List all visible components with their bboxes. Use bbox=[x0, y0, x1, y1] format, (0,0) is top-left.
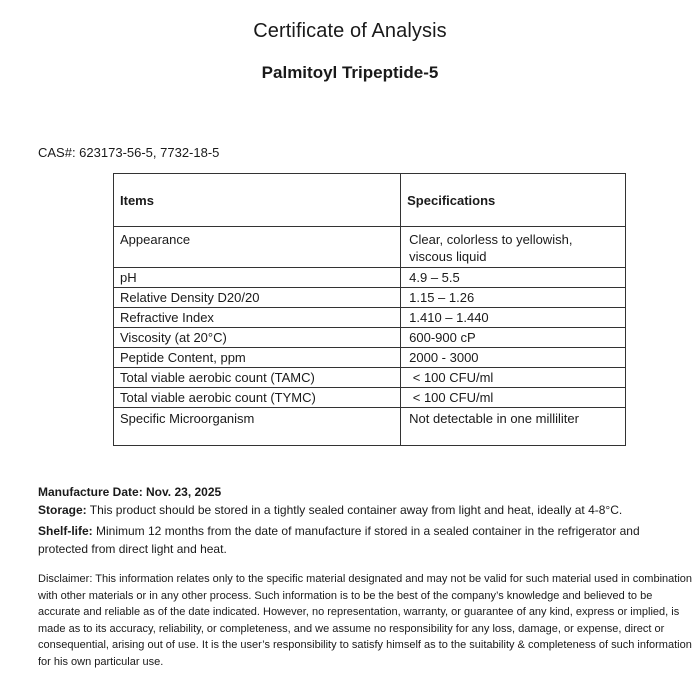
header-specifications: Specifications bbox=[401, 174, 626, 227]
table-row bbox=[114, 308, 626, 328]
spec-cell: 4.9 – 5.5 bbox=[401, 268, 626, 288]
table-header-row bbox=[114, 174, 626, 227]
cas-number: CAS#: 623173-56-5, 7732-18-5 bbox=[38, 145, 220, 160]
spec-cell: 1.15 – 1.26 bbox=[401, 288, 626, 308]
item-cell: Total viable aerobic count (TAMC) bbox=[114, 368, 401, 388]
item-cell: Viscosity (at 20°C) bbox=[114, 328, 401, 348]
item-cell: pH bbox=[114, 268, 401, 288]
manufacture-date: Manufacture Date: Nov. 23, 2025 bbox=[38, 485, 222, 499]
shelf-life-info bbox=[38, 522, 690, 558]
header-items: Items bbox=[114, 174, 401, 227]
item-cell: Refractive Index bbox=[114, 308, 401, 328]
specifications-table bbox=[113, 173, 626, 446]
item-cell: Total viable aerobic count (TYMC) bbox=[114, 388, 401, 408]
storage-label: Storage: bbox=[38, 503, 87, 517]
table-row bbox=[114, 288, 626, 308]
item-cell: Peptide Content, ppm bbox=[114, 348, 401, 368]
table-row bbox=[114, 408, 626, 446]
table-row bbox=[114, 368, 626, 388]
table-row bbox=[114, 348, 626, 368]
spec-cell: < 100 CFU/ml bbox=[401, 388, 626, 408]
spec-cell: 1.410 – 1.440 bbox=[401, 308, 626, 328]
storage-info bbox=[38, 501, 690, 519]
spec-cell: 2000 - 3000 bbox=[401, 348, 626, 368]
table-row bbox=[114, 388, 626, 408]
shelf-life-label: Shelf-life: bbox=[38, 524, 93, 538]
disclaimer-text: Disclaimer: This information relates only to the specific material designated and may not be valid for such material used in combination with other materials or in any other process. Such information is to be the best of the company’s knowledge and believed to be accurate and reliable as of the date indicated. However, no representation, warranty, or guarantee of any kind, express or implied, is made as to its accuracy, reliability, or completeness, and we assume no responsibility for any loss, damage, or expense, direct or consequential, arising out of use. It is the user’s responsibility to satisfy himself as to the suitability & completeness of such information for his own particular use. bbox=[38, 573, 693, 668]
storage-text: This product should be stored in a tightly sealed container away from light and heat, ideally at 4-8°C. bbox=[86, 503, 623, 517]
table-row bbox=[114, 328, 626, 348]
shelf-life-text: Minimum 12 months from the date of manufacture if stored in a sealed container in the refrigerator and protected from direct light and heat. bbox=[38, 524, 640, 556]
table-row bbox=[114, 227, 626, 268]
document-title: Certificate of Analysis bbox=[253, 20, 447, 42]
item-cell: Specific Microorganism bbox=[114, 408, 401, 446]
item-cell: Appearance bbox=[114, 227, 401, 268]
spec-cell: Not detectable in one milliliter bbox=[401, 408, 626, 446]
spec-cell: Clear, colorless to yellowish, viscous liquid bbox=[401, 227, 626, 268]
product-name: Palmitoyl Tripeptide-5 bbox=[261, 63, 439, 82]
spec-cell: 600-900 cP bbox=[401, 328, 626, 348]
table-row bbox=[114, 268, 626, 288]
spec-cell: < 100 CFU/ml bbox=[401, 368, 626, 388]
item-cell: Relative Density D20/20 bbox=[114, 288, 401, 308]
